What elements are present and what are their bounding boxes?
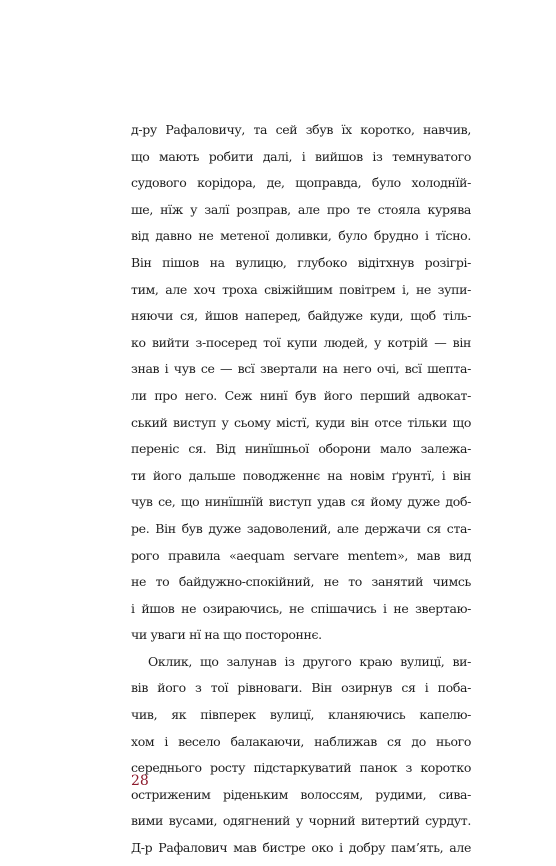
text-line: хом і весело балакаючи, наближав ся до нього: [131, 733, 471, 749]
body-text: [131, 117, 471, 862]
text-line: Він пішов на вулицю, глубоко відітхнув розігрі-: [131, 254, 471, 270]
text-line: від давно не метеної доливки, було брудно і тїсно.: [131, 228, 471, 244]
text-line: знав і чув се — всї звертали на него очі, всї шепта-: [131, 361, 471, 377]
text-line: не то байдужно-спокійний, не то занятий чимсь: [131, 574, 471, 590]
text-line: судового корідора, де, щоправда, було холоднїй-: [131, 175, 471, 191]
paragraph: [131, 117, 471, 649]
text-line: ти його дальше поводженнє на новім ґрунтї, і він: [131, 467, 471, 483]
text-line: д-ру Рафаловичу, та сей збув їх коротко, навчив,: [131, 122, 471, 137]
text-line: вими вусами, одягнений у чорний витертий сурдут.: [131, 813, 471, 829]
text-line: ре. Він був дуже задоволений, але держачи ся ста-: [131, 520, 471, 536]
text-line: середнього росту підстаркуватий панок з коротко: [131, 760, 471, 776]
text-line: ський виступ у сьому містї, куди він отсе тільки що: [131, 414, 471, 430]
text-line: чув се, що нинїшнїй виступ удав ся йому дуже доб-: [131, 494, 471, 510]
text-line: остриженим ріденьким волоссям, рудими, сива-: [131, 786, 471, 802]
text-line: чив, як півперек вулицї, кланяючись капелю-: [131, 707, 471, 723]
text-line: ко вийти з-посеред тої купи людей, у котрій — він: [131, 334, 471, 350]
text-line: тим, але хоч троха свіжійшим повітрем і, не зупи-: [131, 281, 471, 297]
text-line: Оклик, що залунав із другого краю вулицї, ви-: [148, 653, 471, 669]
text-line: вів його з тої рівноваги. Він озирнув ся і поба-: [131, 680, 471, 696]
text-line: чи уваги нї на що постороннє.: [131, 627, 322, 643]
text-line: Д-р Рафалович мав бистре око і добру памʼять, але: [131, 840, 471, 856]
text-line: переніс ся. Від нинїшньої оборони мало залежа-: [131, 441, 471, 457]
text-line: няючи ся, йшов наперед, байдуже куди, щоб тіль-: [131, 308, 471, 324]
text-line: ли про него. Сеж нинї був його перший адвокат-: [131, 387, 471, 403]
page-number: 28: [131, 773, 149, 789]
text-line: і йшов не озираючись, не спішачись і не звертаю-: [131, 600, 471, 616]
paragraph: [131, 649, 471, 862]
text-line: рого правила «aequam servare mentem», мав вид: [131, 547, 471, 563]
text-line: ше, нїж у залї розправ, але про те стояла курява: [131, 201, 471, 217]
text-line: що мають робити далі, і вийшов із темнуватого: [131, 148, 471, 164]
